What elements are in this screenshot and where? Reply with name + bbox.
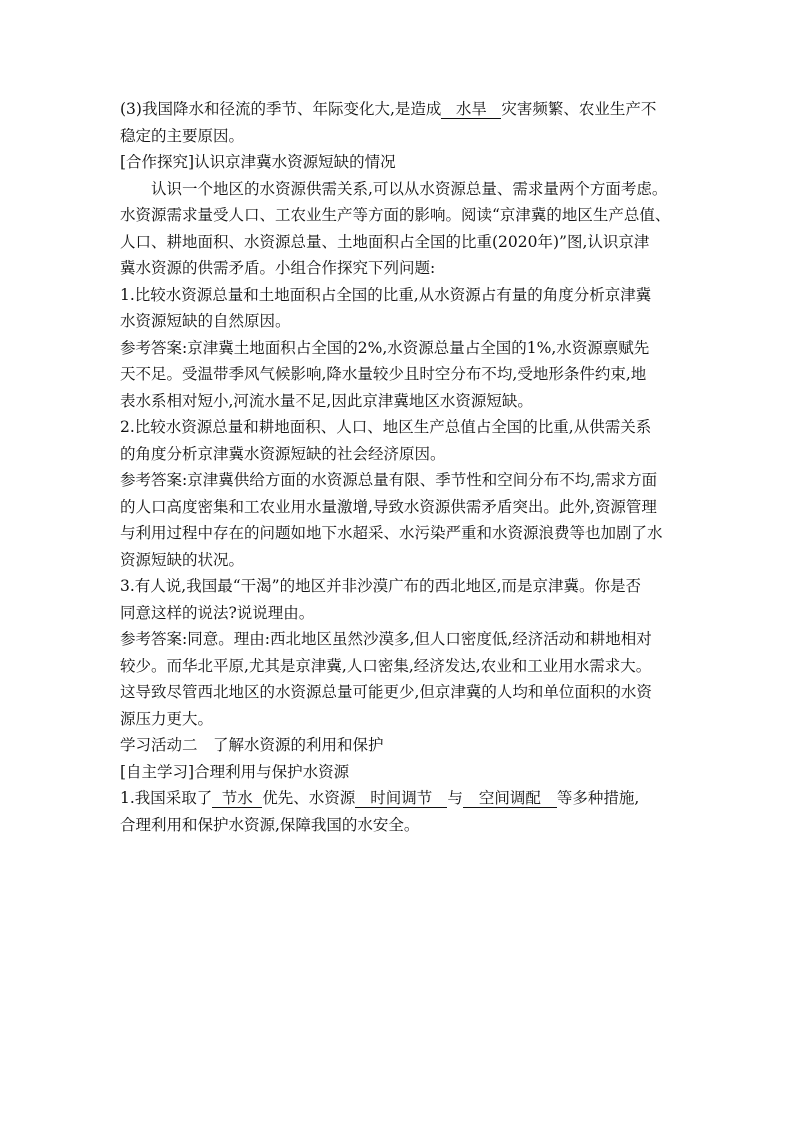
intro-line-1: 认识一个地区的水资源供需关系,可以从水资源总量、需求量两个方面考虑。	[151, 179, 668, 198]
final-text-2: 优先、水资源	[262, 789, 356, 807]
item3-answer-line-1: 参考答案:同意。理由:西北地区虽然沙漠多,但人口密度低,经济活动和耕地相对	[120, 630, 652, 648]
final-text-4: 等多种措施,	[556, 789, 640, 807]
final-blank-space-allocation: 空间调配	[463, 789, 557, 808]
item3-answer-line-4: 源压力更大。	[120, 709, 214, 728]
final-text-3: 与	[447, 789, 463, 807]
item3-question-line-1: 3.有人说,我国最“干渴”的地区并非沙漠广布的西北地区,而是京津冀。你是否	[120, 577, 641, 595]
item2-answer-line-4: 资源短缺的状况。	[120, 550, 245, 569]
item1-answer-line-2: 天不足。受温带季风气候影响,降水量较少且时空分布不均,受地形条件约束,地	[120, 365, 647, 383]
intro-line-3: 人口、耕地面积、水资源总量、土地面积占全国的比重(2020年)”图,认识京津	[120, 232, 650, 251]
item1-answer-line-3: 表水系相对短小,河流水量不足,因此京津冀地区水资源短缺。	[120, 391, 533, 410]
item2-question-line-1: 2.比较水资源总量和耕地面积、人口、地区生产总值占全国的比重,从供需关系	[120, 418, 652, 436]
item3-question-line-2: 同意这样的说法?说说理由。	[120, 603, 315, 622]
item1-question-line-2: 水资源短缺的自然原因。	[120, 312, 291, 330]
final-blank-water-saving: 节水	[212, 789, 262, 808]
item2-answer-line-2: 的人口高度密集和工农业用水量激增,导致水资源供需矛盾突出。此外,资源管理	[120, 497, 657, 516]
item1-question-line-1: 1.比较水资源总量和土地面积占全国的比重,从水资源占有量的角度分析京津冀	[120, 285, 652, 304]
final-blank-time-regulation: 时间调节	[355, 789, 447, 808]
q3-text-before: (3)我国降水和径流的季节、年际变化大,是造成	[120, 100, 442, 118]
q3-text-after: 灾害频繁、农业生产不	[501, 100, 657, 118]
item3-answer-line-2: 较少。而华北平原,尤其是京津冀,人口密集,经济发达,农业和工业用水需求大。	[120, 656, 652, 675]
item2-answer-line-3: 与利用过程中存在的问题如地下水超采、水污染严重和水资源浪费等也加剧了水	[120, 524, 663, 542]
self-study-heading: [自主学习]合理利用与保护水资源	[120, 762, 350, 781]
item3-answer-line-3: 这导致尽管西北地区的水资源总量可能更少,但京津冀的人均和单位面积的水资	[120, 683, 652, 701]
final-line-1	[120, 785, 680, 812]
activity2-heading: 学习活动二 了解水资源的利用和保护	[120, 736, 384, 754]
final-text-1: 1.我国采取了	[120, 789, 213, 807]
final-line-2: 合理利用和保护水资源,保障我国的水安全。	[120, 815, 420, 834]
intro-line-4: 冀水资源的供需矛盾。小组合作探究下列问题:	[120, 259, 436, 277]
item2-answer-line-1: 参考答案:京津冀供给方面的水资源总量有限、季节性和空间分布不均,需求方面	[120, 471, 658, 489]
q3-line-1	[120, 96, 680, 123]
cooperative-heading: [合作探究]认识京津冀水资源短缺的情况	[120, 153, 396, 171]
q3-answer-blank: 水旱	[441, 100, 501, 119]
q3-line-2: 稳定的主要原因。	[120, 126, 245, 145]
item1-answer-line-1: 参考答案:京津冀土地面积占全国的2%,水资源总量占全国的1%,水资源禀赋先	[120, 338, 650, 357]
document-body	[120, 96, 680, 838]
item2-question-line-2: 的角度分析京津冀水资源短缺的社会经济原因。	[120, 444, 446, 463]
intro-line-2: 水资源需求量受人口、工农业生产等方面的影响。阅读“京津冀的地区生产总值、	[120, 206, 671, 224]
